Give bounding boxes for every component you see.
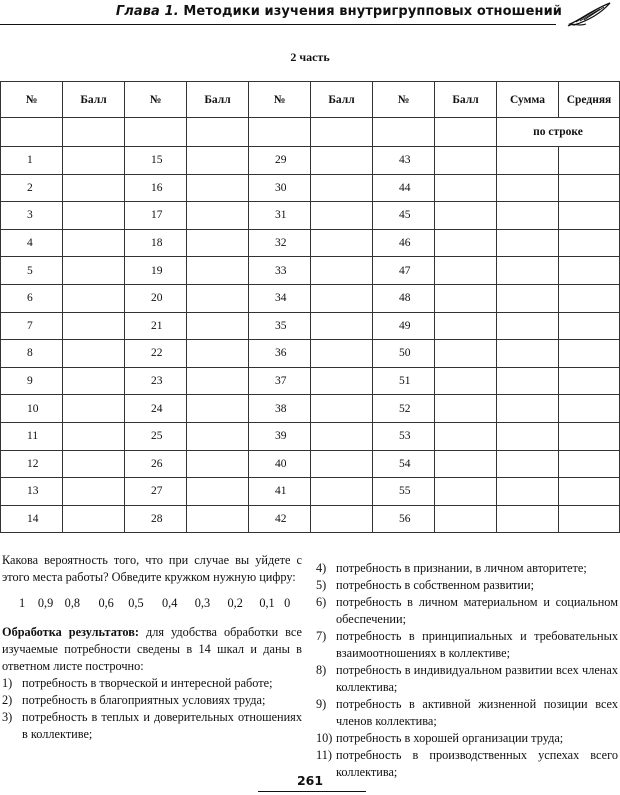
list-item-number: 7): [316, 629, 327, 643]
score-cell[interactable]: [63, 257, 125, 285]
item-number-cell: 13: [1, 478, 63, 506]
list-item-number: 3): [2, 710, 13, 724]
score-cell[interactable]: [435, 367, 497, 395]
list-item: [2, 709, 302, 743]
sum-cell[interactable]: [497, 450, 559, 478]
item-number-cell: 1: [1, 147, 63, 175]
list-item-text: потребность в активной жизненной позиции всех членов коллектива;: [336, 697, 618, 728]
score-cell[interactable]: [187, 505, 249, 533]
table-row: [1, 202, 620, 230]
empty-cell: [63, 118, 125, 147]
average-cell[interactable]: [559, 505, 620, 533]
table-row: [1, 147, 620, 175]
item-number-cell: 22: [125, 340, 187, 368]
left-column: [2, 552, 302, 743]
item-number-cell: 7: [1, 312, 63, 340]
list-item: [316, 696, 618, 730]
average-cell[interactable]: [559, 312, 620, 340]
item-number-cell: 53: [373, 422, 435, 450]
page-header: [0, 0, 620, 28]
item-number-cell: 45: [373, 202, 435, 230]
answer-table: [0, 81, 620, 533]
list-item-number: 9): [316, 697, 327, 711]
right-column: [316, 560, 618, 781]
score-cell[interactable]: [187, 147, 249, 175]
score-cell[interactable]: [435, 312, 497, 340]
item-number-cell: 56: [373, 505, 435, 533]
item-number-cell: 15: [125, 147, 187, 175]
table-header-row: [1, 82, 620, 118]
item-number-cell: 21: [125, 312, 187, 340]
empty-cell: [249, 118, 311, 147]
score-cell[interactable]: [311, 422, 373, 450]
list-item-number: 10): [316, 731, 333, 745]
list-item-number: 1): [2, 676, 13, 690]
item-number-cell: 29: [249, 147, 311, 175]
item-number-cell: 42: [249, 505, 311, 533]
average-cell[interactable]: [559, 340, 620, 368]
empty-cell: [435, 118, 497, 147]
average-cell[interactable]: [559, 450, 620, 478]
item-number-cell: 17: [125, 202, 187, 230]
page-number: 261: [296, 773, 324, 788]
list-item-number: 6): [316, 595, 327, 609]
item-number-cell: 6: [1, 284, 63, 312]
item-number-cell: 37: [249, 367, 311, 395]
table-row: [1, 340, 620, 368]
average-cell[interactable]: [559, 202, 620, 230]
list-item-text: потребность в производственных успехах всего коллектива;: [336, 748, 618, 779]
item-number-cell: 20: [125, 284, 187, 312]
empty-cell: [125, 118, 187, 147]
item-number-cell: 11: [1, 422, 63, 450]
item-number-cell: 30: [249, 174, 311, 202]
sum-cell[interactable]: [497, 340, 559, 368]
average-cell[interactable]: [559, 284, 620, 312]
sum-cell[interactable]: [497, 202, 559, 230]
table-row: [1, 229, 620, 257]
chapter-name: Методики изучения внутригрупповых отношений: [183, 4, 562, 19]
score-cell[interactable]: [187, 367, 249, 395]
list-item-text: потребность в творческой и интересной работе;: [22, 676, 273, 690]
average-cell[interactable]: [559, 478, 620, 506]
table-row: [1, 478, 620, 506]
page-number-rule: [258, 791, 366, 792]
table-row: [1, 284, 620, 312]
probability-option[interactable]: 0,4: [162, 596, 178, 610]
table-row: [1, 174, 620, 202]
item-number-cell: 38: [249, 395, 311, 423]
empty-cell: [311, 118, 373, 147]
score-cell[interactable]: [435, 202, 497, 230]
empty-cell: [373, 118, 435, 147]
item-number-cell: 52: [373, 395, 435, 423]
score-cell[interactable]: [435, 395, 497, 423]
item-number-cell: 43: [373, 147, 435, 175]
score-cell[interactable]: [311, 202, 373, 230]
score-cell[interactable]: [435, 284, 497, 312]
list-item: [316, 594, 618, 628]
score-cell[interactable]: [311, 367, 373, 395]
item-number-cell: 33: [249, 257, 311, 285]
score-cell[interactable]: [63, 505, 125, 533]
processing-text: для удобства обработки все изучаемые потребности сведены в 14 шкал и даны в ответном листе построчно:: [2, 625, 302, 673]
item-number-cell: 46: [373, 229, 435, 257]
average-cell[interactable]: [559, 367, 620, 395]
column-header: №: [1, 82, 63, 118]
item-number-cell: 16: [125, 174, 187, 202]
table-subheader-row: [1, 118, 620, 147]
item-number-cell: 23: [125, 367, 187, 395]
item-number-cell: 4: [1, 229, 63, 257]
column-header: №: [373, 82, 435, 118]
score-cell[interactable]: [311, 312, 373, 340]
list-item-text: потребность в хорошей организации труда;: [336, 731, 564, 745]
sum-cell[interactable]: [497, 312, 559, 340]
sum-cell[interactable]: [497, 505, 559, 533]
score-cell[interactable]: [311, 395, 373, 423]
score-cell[interactable]: [311, 229, 373, 257]
sum-cell[interactable]: [497, 174, 559, 202]
item-number-cell: 3: [1, 202, 63, 230]
column-header: №: [125, 82, 187, 118]
item-number-cell: 50: [373, 340, 435, 368]
average-cell[interactable]: [559, 422, 620, 450]
question-text: Какова вероятность того, что при случае вы уйдете с этого места работы? Обведите кружком нужную цифру:: [2, 553, 302, 584]
column-header: Средняя: [559, 82, 620, 118]
score-cell[interactable]: [311, 505, 373, 533]
needs-list-right: [316, 560, 618, 781]
item-number-cell: 36: [249, 340, 311, 368]
score-cell[interactable]: [63, 478, 125, 506]
score-cell[interactable]: [435, 257, 497, 285]
probability-option[interactable]: 0,5: [128, 596, 144, 610]
probability-option[interactable]: 0,2: [227, 596, 243, 610]
score-cell[interactable]: [63, 312, 125, 340]
score-cell[interactable]: [311, 284, 373, 312]
score-cell[interactable]: [187, 284, 249, 312]
probability-option[interactable]: 0,1: [259, 596, 275, 610]
average-cell[interactable]: [559, 395, 620, 423]
score-cell[interactable]: [311, 340, 373, 368]
empty-cell: [187, 118, 249, 147]
score-cell[interactable]: [187, 395, 249, 423]
list-item: [316, 662, 618, 696]
score-cell[interactable]: [63, 395, 125, 423]
score-cell[interactable]: [435, 174, 497, 202]
sum-cell[interactable]: [497, 229, 559, 257]
sum-cell[interactable]: [497, 367, 559, 395]
score-cell[interactable]: [435, 422, 497, 450]
item-number-cell: 14: [1, 505, 63, 533]
item-number-cell: 10: [1, 395, 63, 423]
score-cell[interactable]: [187, 450, 249, 478]
processing-label: Обработка результатов:: [2, 625, 139, 639]
probability-options: [19, 595, 302, 612]
score-cell[interactable]: [63, 229, 125, 257]
table-row: [1, 312, 620, 340]
score-cell[interactable]: [63, 422, 125, 450]
item-number-cell: 32: [249, 229, 311, 257]
item-number-cell: 19: [125, 257, 187, 285]
table-row: [1, 422, 620, 450]
sum-cell[interactable]: [497, 257, 559, 285]
item-number-cell: 5: [1, 257, 63, 285]
item-number-cell: 51: [373, 367, 435, 395]
item-number-cell: 28: [125, 505, 187, 533]
chapter-title: [116, 4, 562, 19]
score-cell[interactable]: [63, 202, 125, 230]
average-cell[interactable]: [559, 147, 620, 175]
item-number-cell: 40: [249, 450, 311, 478]
score-cell[interactable]: [63, 147, 125, 175]
score-cell[interactable]: [435, 340, 497, 368]
score-cell[interactable]: [435, 147, 497, 175]
average-cell[interactable]: [559, 174, 620, 202]
table-row: [1, 505, 620, 533]
item-number-cell: 49: [373, 312, 435, 340]
probability-option[interactable]: 0,8: [64, 596, 81, 610]
table-row: [1, 257, 620, 285]
score-cell[interactable]: [311, 257, 373, 285]
item-number-cell: 18: [125, 229, 187, 257]
score-cell[interactable]: [187, 312, 249, 340]
item-number-cell: 12: [1, 450, 63, 478]
list-item-number: 8): [316, 663, 327, 677]
list-item-text: потребность в индивидуальном развитии всех членах коллектива;: [336, 663, 618, 694]
score-cell[interactable]: [435, 478, 497, 506]
score-cell[interactable]: [187, 229, 249, 257]
column-header: Балл: [63, 82, 125, 118]
item-number-cell: 41: [249, 478, 311, 506]
score-cell[interactable]: [187, 340, 249, 368]
table-row: [1, 395, 620, 423]
item-number-cell: 26: [125, 450, 187, 478]
item-number-cell: 39: [249, 422, 311, 450]
score-cell[interactable]: [63, 367, 125, 395]
list-item: [316, 628, 618, 662]
item-number-cell: 9: [1, 367, 63, 395]
score-cell[interactable]: [311, 174, 373, 202]
score-cell[interactable]: [435, 229, 497, 257]
column-header: Балл: [187, 82, 249, 118]
probability-option[interactable]: 0,6: [98, 596, 114, 610]
list-item-number: 4): [316, 561, 327, 575]
table-row: [1, 367, 620, 395]
list-item-text: потребность в благоприятных условиях труда;: [22, 693, 266, 707]
list-item-number: 5): [316, 578, 327, 592]
item-number-cell: 44: [373, 174, 435, 202]
item-number-cell: 8: [1, 340, 63, 368]
list-item-text: потребность в принципиальных и требовательных взаимоотношениях в коллективе;: [336, 629, 618, 660]
list-item: [2, 675, 302, 692]
average-cell[interactable]: [559, 229, 620, 257]
column-header: №: [249, 82, 311, 118]
column-header: Балл: [435, 82, 497, 118]
probability-option[interactable]: 0,9: [37, 596, 54, 610]
item-number-cell: 55: [373, 478, 435, 506]
probability-option[interactable]: 0,3: [194, 596, 211, 610]
item-number-cell: 24: [125, 395, 187, 423]
average-cell[interactable]: [559, 257, 620, 285]
item-number-cell: 54: [373, 450, 435, 478]
item-number-cell: 31: [249, 202, 311, 230]
sum-cell[interactable]: [497, 284, 559, 312]
column-header: Сумма: [497, 82, 559, 118]
score-cell[interactable]: [311, 147, 373, 175]
list-item-text: потребность в признании, в личном авторитете;: [336, 561, 587, 575]
column-header: Балл: [311, 82, 373, 118]
section-title: 2 часть: [290, 50, 330, 64]
score-cell[interactable]: [187, 174, 249, 202]
per-row-label: по строке: [497, 118, 620, 147]
score-cell[interactable]: [63, 284, 125, 312]
item-number-cell: 35: [249, 312, 311, 340]
score-cell[interactable]: [63, 340, 125, 368]
list-item: [316, 730, 618, 747]
score-cell[interactable]: [187, 257, 249, 285]
score-cell[interactable]: [311, 478, 373, 506]
score-cell[interactable]: [187, 422, 249, 450]
quill-pen-icon: [566, 0, 614, 28]
probability-option[interactable]: 0: [284, 596, 291, 610]
score-cell[interactable]: [311, 450, 373, 478]
needs-list-left: [2, 675, 302, 743]
probability-option[interactable]: 1: [19, 596, 26, 610]
sum-cell[interactable]: [497, 395, 559, 423]
sum-cell[interactable]: [497, 422, 559, 450]
score-cell[interactable]: [187, 202, 249, 230]
list-item: [2, 692, 302, 709]
sum-cell[interactable]: [497, 147, 559, 175]
score-cell[interactable]: [63, 174, 125, 202]
item-number-cell: 34: [249, 284, 311, 312]
list-item-number: 2): [2, 693, 13, 707]
chapter-label: Глава 1.: [115, 4, 179, 19]
item-number-cell: 25: [125, 422, 187, 450]
item-number-cell: 2: [1, 174, 63, 202]
score-cell[interactable]: [63, 450, 125, 478]
score-cell[interactable]: [187, 478, 249, 506]
item-number-cell: 27: [125, 478, 187, 506]
list-item-text: потребность в теплых и доверительных отношениях в коллективе;: [22, 710, 302, 741]
list-item: [316, 577, 618, 594]
score-cell[interactable]: [435, 450, 497, 478]
header-rule: [0, 24, 556, 25]
list-item: [316, 560, 618, 577]
list-item-text: потребность в личном материальном и социальном обеспечении;: [336, 595, 618, 626]
item-number-cell: 48: [373, 284, 435, 312]
item-number-cell: 47: [373, 257, 435, 285]
empty-cell: [1, 118, 63, 147]
table-row: [1, 450, 620, 478]
list-item-text: потребность в собственном развитии;: [336, 578, 535, 592]
list-item-number: 11): [316, 748, 332, 762]
processing-paragraph: [2, 624, 302, 675]
sum-cell[interactable]: [497, 478, 559, 506]
score-cell[interactable]: [435, 505, 497, 533]
